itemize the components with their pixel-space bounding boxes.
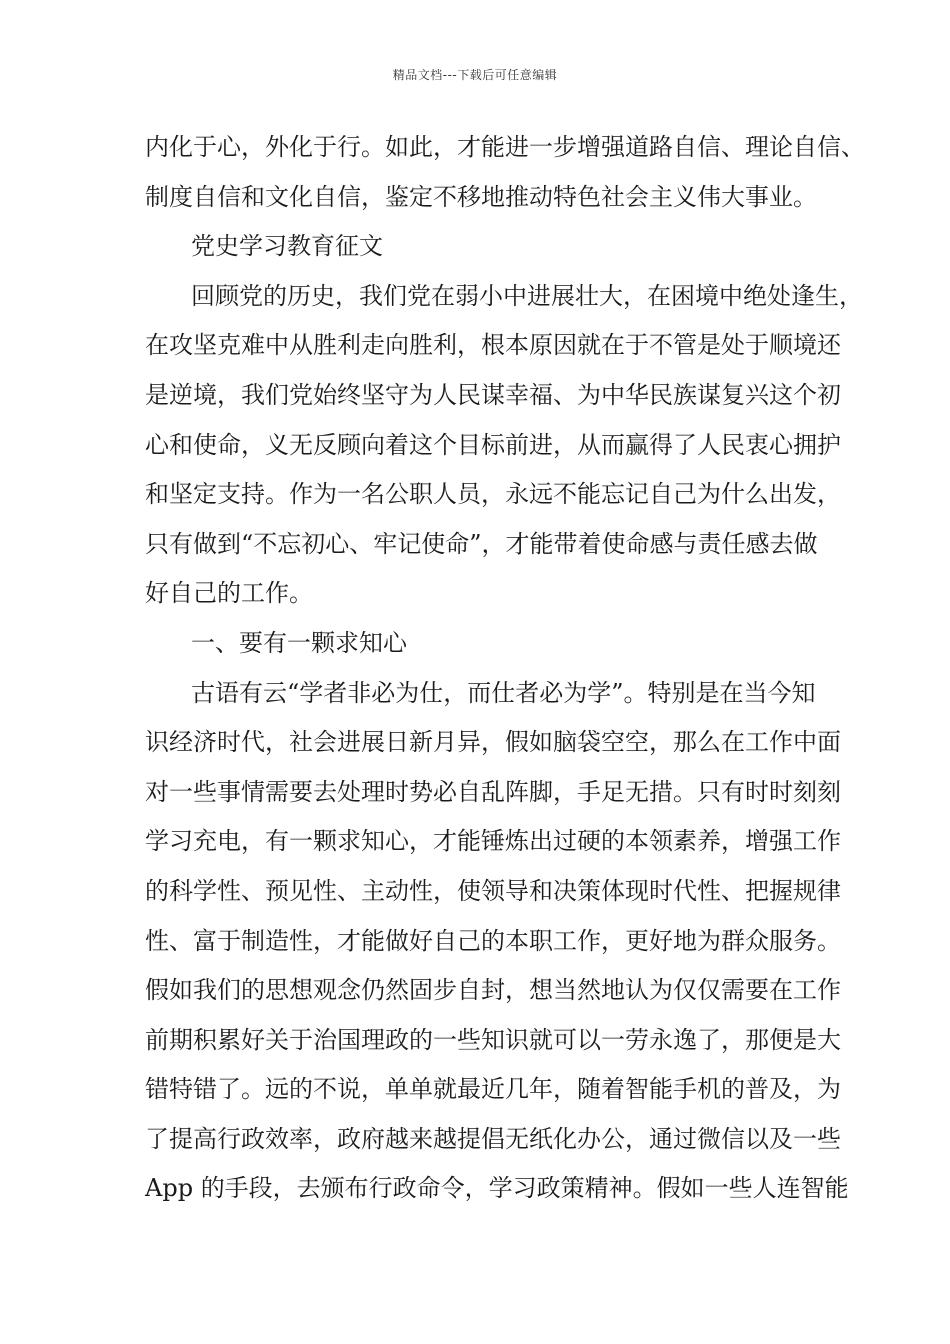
text-line: 在攻坚克难中从胜利走向胜利，根本原因就在于不管是处于顺境还: [145, 331, 841, 360]
document-body: [145, 123, 865, 1214]
text-line: 回顾党的历史，我们党在弱小中进展壮大，在困境中绝处逢生，: [191, 281, 863, 310]
subsection-title: 一、要有一颗求知心: [191, 628, 407, 657]
text-line: 前期积累好关于治国理政的一些知识就可以一劳永逸了，那便是大: [145, 1025, 841, 1054]
page-header: 精品文档---下载后可任意编辑: [392, 68, 558, 82]
section-title: 党史学习教育征文: [191, 232, 383, 261]
text-line: 性、富于制造性，才能做好自己的本职工作，更好地为群众服务。: [145, 926, 841, 955]
text-line: 的科学性、预见性、主动性，使领导和决策体现时代性、把握规律: [145, 876, 841, 905]
text-line: 制度自信和文化自信，鉴定不移地推动特色社会主义伟大事业。: [145, 182, 817, 211]
text-line: 错特错了。远的不说，单单就最近几年，随着智能手机的普及，为: [145, 1075, 841, 1104]
text-line: 对一些事情需要去处理时势必自乱阵脚，手足无措。只有时时刻刻: [145, 777, 841, 806]
text-line: 了提高行政效率，政府越来越提倡无纸化办公，通过微信以及一些: [145, 1124, 841, 1153]
text-line: 内化于心，外化于行。如此，才能进一步增强道路自信、理论自信、: [145, 133, 865, 161]
text-line: 学习充电，有一颗求知心，才能锤炼出过硬的本领素养，增强工作: [145, 827, 841, 856]
text-line: 好自己的工作。: [145, 579, 313, 608]
text-line: 假如我们的思想观念仍然固步自封，想当然地认为仅仅需要在工作: [145, 976, 841, 1005]
text-line: 和坚定支持。作为一名公职人员，永远不能忘记自己为什么出发，: [145, 480, 841, 509]
text-line: 只有做到“不忘初心、牢记使命”，才能带着使命感与责任感去做: [145, 529, 818, 558]
text-line: App 的手段，去颁布行政命令，学习政策精神。假如一些人连智能: [145, 1174, 849, 1203]
text-line: 古语有云“学者非必为仕，而仕者必为学”。特别是在当今知: [191, 678, 816, 707]
text-line: 识经济时代，社会进展日新月异，假如脑袋空空，那么在工作中面: [145, 728, 841, 757]
text-line: 是逆境，我们党始终坚守为人民谋幸福、为中华民族谋复兴这个初: [145, 380, 841, 409]
text-line: 心和使命，义无反顾向着这个目标前进，从而赢得了人民衷心拥护: [145, 430, 841, 459]
